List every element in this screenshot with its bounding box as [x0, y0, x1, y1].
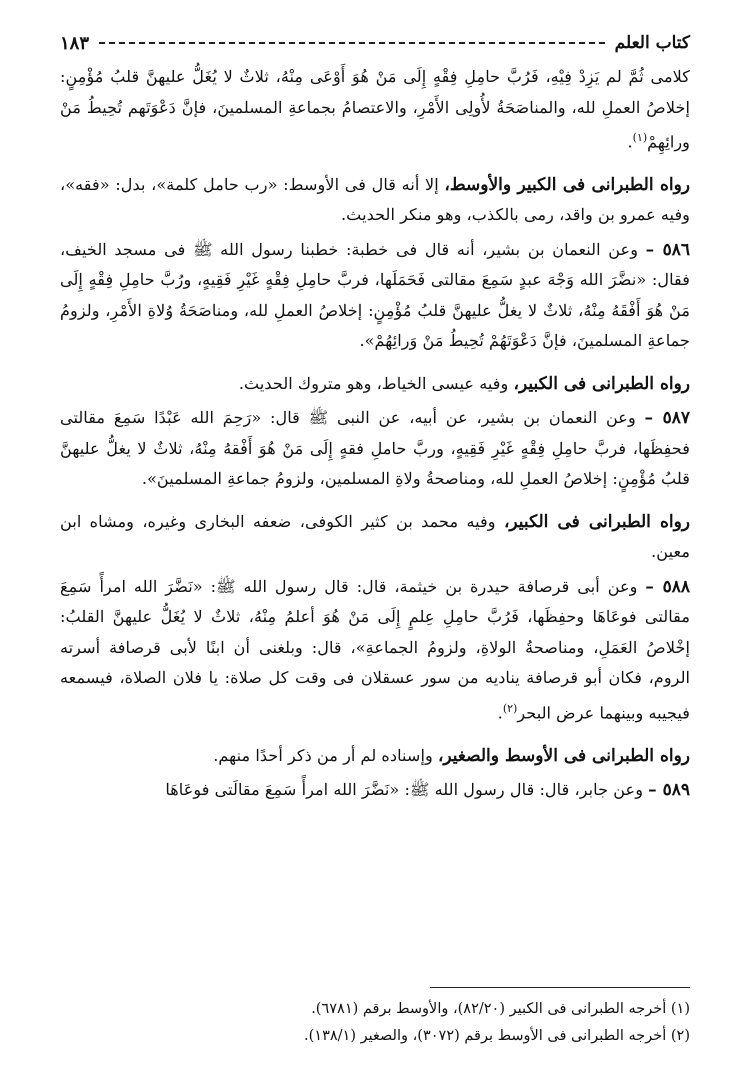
hadith-number: ٥٨٨ – — [645, 576, 690, 597]
footnote-1: (١) أخرجه الطبرانى فى الكبير (٨٢/٢٠)، والأوسط برقم (٦٧٨١). — [311, 1001, 690, 1017]
hadith-number: ٥٨٧ – — [644, 408, 690, 429]
hadith-number: ٥٨٩ – — [648, 780, 690, 801]
page-number: ١٨٣ — [60, 32, 90, 54]
footnote-2: (٢) أخرجه الطبرانى فى الأوسط برقم (٣٠٧٢)، والصغير (١٣٨/١). — [304, 1028, 690, 1044]
hadith-paragraph: ٥٨٨ – وعن أبى قرصافة حيدرة بن خيثمة، قال: قال رسول الله ﷺ: «نَضَّرَ الله امرأً سَمِعَ مقالتى فوعَاهَا وحفِظَها، فَرُبَّ حامِلِ عِلمٍ إِلَى مَنْ هُوَ أعلمُ مِنْهُ، ثلاثٌ لا يُغَلُّ عليهنَّ القلبُ: إخْلاصُ العَمَلِ، ومناصحةُ الولاةِ، ولزومُ الجماعةِ»، قال: وبلغنى أن ابنًا لأبى قرصافة أسرته الروم، فكان أبو قرصافة يناديه من سور عسقلان فى وقت كل صلاة: يا فلان الصلاة، فيسمعه فيجيبه وبينهما عرض البحر$^{(٢)}$. — [60, 576, 690, 723]
source-note: رواه الطبرانى فى الكبير، وفيه محمد بن كثير الكوفى، ضعفه البخارى وغيره، ومشاه ابن معين. — [60, 511, 691, 562]
hadith-paragraph: ٥٨٦ – وعن النعمان بن بشير، أنه قال فى خطبة: خطبنا رسول الله ﷺ فى مسجد الخيف، فقال: «نضَّرَ الله وَجْهَ عبدٍ سَمِعَ مقالتى فَحَمَلَها، فربَّ حامِلِ فِقْهٍ غَيْرِ فَقِيهٍ، ورُبَّ حامِلِ فِقْهٍ إِلَى مَنْ هُوَ أَفْقَهُ مِنْهُ، ثلاثٌ لا يغلُّ عليهنَّ قلبُ مُؤْمِنٍ: إخلاصُ العملِ لله، ومناصَحَةُ وُلاةِ الأَمْرِ، ولزومُ جماعةِ المسلمينَ، فإنَّ دَعْوَتَهُمْ تُحِيطُ مَنْ وَرائِهُمْ». — [60, 239, 690, 351]
source-note: رواه الطبرانى فى الكبير والأوسط، إلا أنه قال فى الأوسط: «رب حامل كلمة»، بدل: «فقه»، وفيه عمرو بن واقد، رمى بالكذب، وهو منكر الحديث. — [60, 174, 691, 225]
header-dashed-rule — [99, 42, 605, 44]
page-body — [60, 62, 690, 806]
footnote-ref: (١) — [632, 131, 648, 144]
hadith-paragraph: ٥٨٩ – وعن جابر، قال: قال رسول الله ﷺ: «نَضَّرَ الله امرأً سَمِعَ مقالَتى فوعَاهَا — [165, 780, 690, 801]
hadith-paragraph: ٥٨٧ – وعن النعمان بن بشير، عن أبيه، عن النبى ﷺ قال: «رَحِمَ الله عَبْدًا سَمِعَ مقالتى فحفِظَها، فربَّ حامِلِ فِقْهٍ غَيْرِ فَقِيهٍ، وربَّ حاملِ فقهٍ إِلَى مَنْ هُوَ أَفْقهُ مِنْهُ، ثلاثٌ لا يغلُّ عليهنَّ قلبُ مُؤْمِنٍ: إخلاصُ العملِ لله، ومناصحةُ ولاةِ المسلمين، ولزومُ جماعةِ المسلمينَ». — [60, 408, 690, 489]
hadith-number: ٥٨٦ – — [645, 239, 690, 260]
footnote-separator — [430, 987, 690, 988]
page-header — [60, 28, 690, 58]
source-note: رواه الطبرانى فى الكبير، وفيه عيسى الخياط، وهو متروك الحديث. — [238, 373, 690, 394]
running-title: كتاب العلم — [614, 33, 690, 53]
footnote-ref: (٢) — [502, 701, 518, 715]
paragraph-continuation: كلامى ثُمَّ لم يَزِدْ فِيْهِ، فَرُبَّ حامِلِ فِقْهٍ إِلَى مَنْ هُوَ أَوْعَى مِنْهُ، ثلاثٌ لا يُغَلُّ عليهنَّ قلبُ مُؤْمِنٍ: إخلاصُ العملِ لله، والمناصَحَةُ لأُولِى الأَمْرِ، والاعتصامُ بجماعةِ المسلمينَ، فإنَّ دَعْوَتَهم تُحِيطُ مَنْ ورائِهِمْ$^{(١)}$. — [60, 67, 690, 152]
source-note: رواه الطبرانى فى الأوسط والصغير، وإسناده لم أر من ذكر أحدًا منهم. — [213, 745, 690, 766]
footnotes — [60, 996, 690, 1050]
